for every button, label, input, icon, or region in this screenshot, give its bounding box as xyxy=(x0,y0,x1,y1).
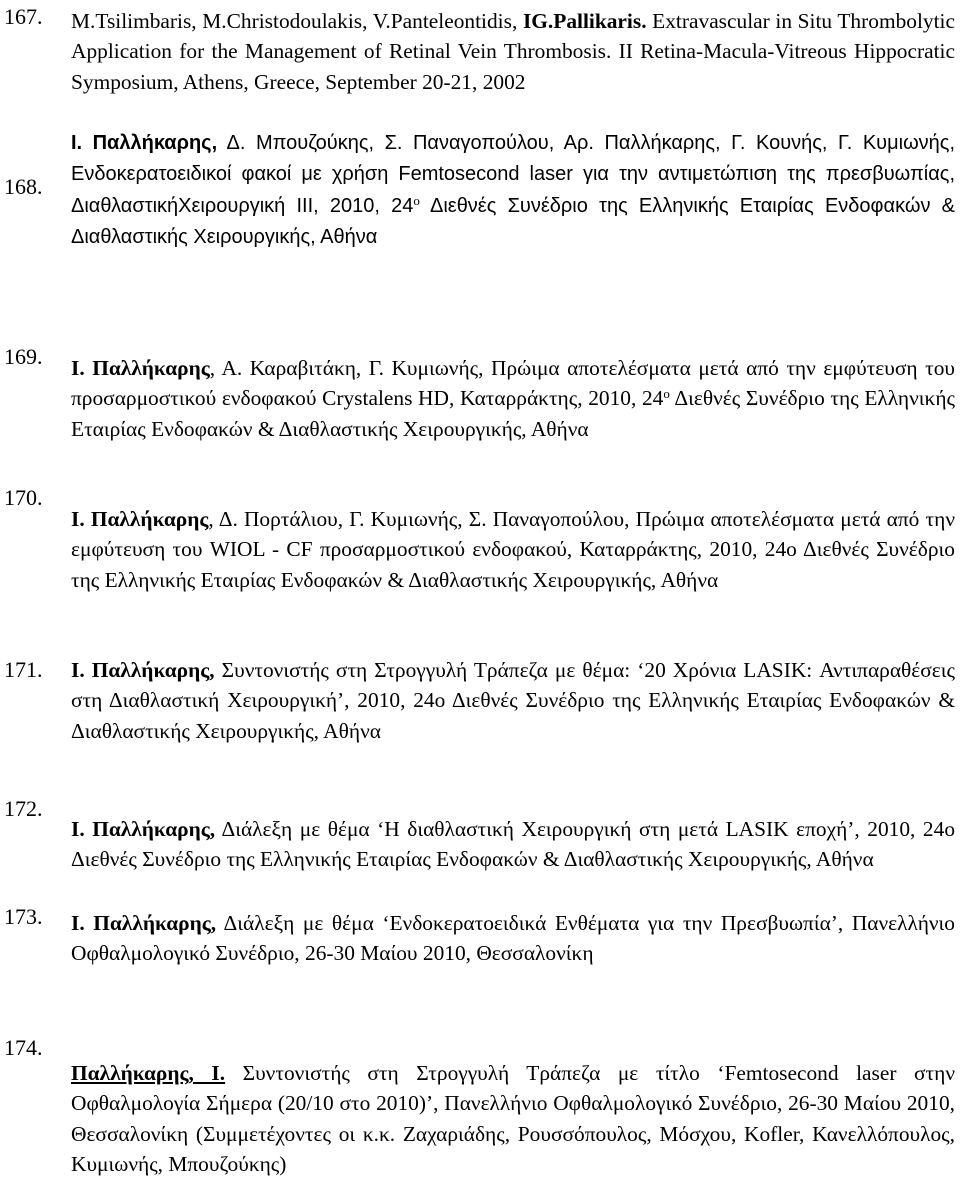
ordinal-sup: ο xyxy=(413,192,420,208)
entry-number: 172. xyxy=(4,796,43,821)
entry-text: Extravascular in Situ Thrombolytic Application for the Management of Retinal Vein Thrombosis. II Retina-Macula-Vitreous Hippocratic Symposium, Athens, Greece, September 20-21, 2002 xyxy=(71,9,955,94)
entry-number: 174. xyxy=(4,1035,43,1060)
entry-text: Γ. Κυμιωνής, Ενδοκερατοειδικοί φακοί με χρήση Femtosecond laser για την αντιμετώπιση της πρεσβυωπίας, ΔιαθλαστικήΧειρουργική ΙΙΙ, 2010, 24 xyxy=(71,132,956,217)
entry-author-bold: Παλλήκαρης, Ι. xyxy=(71,1061,226,1085)
entry-text: Διεθνές Συνέδριο της Ελληνικής Εταιρίας Ενδοφακών & Διαθλαστικής Χειρουργικής, Αθήνα xyxy=(71,194,955,248)
entry-author-bold: Ι. Παλλήκαρης xyxy=(71,356,210,380)
entry-author-bold: Ι. Παλλήκαρης xyxy=(71,507,209,531)
publication-entry xyxy=(71,6,955,97)
entry-text: Διάλεξη με θέμα ‘Η διαθλαστική Χειρουργική στη μετά LASIK εποχή’, 2010, 24ο Διεθνές Συνέδριο της Ελληνικής Εταιρίας Ενδοφακών & Διαθλαστικής Χειρουργικής, Αθήνα xyxy=(71,817,956,872)
entry-text: Διεθνές Συνέδριο της Ελληνικής Εταιρίας Ενδοφακών & Διαθλαστικής Χειρουργικής, Αθήνα xyxy=(71,386,955,441)
entry-text: Συντονιστής στη Στρογγυλή Τράπεζα με θέμα: ‘20 Χρόνια LASIK: Αντιπαραθέσεις στη Διαθλαστική Χειρουργική’, 2010, 24ο Διεθνές Συνέδριο της Ελληνικής Εταιρίας Ενδοφακών & Διαθλαστικής Χειρουργικής, Αθήνα xyxy=(71,658,955,743)
entry-text: , Δ. Πορτάλιου, Γ. Κυμιωνής, Σ. Παναγοπούλου, Πρώιμα αποτελέσματα μετά από την εμφύτευση του WIOL - CF προσαρμοστικού ενδοφακού, Καταρράκτης, 2010, 24ο Διεθνές Συνέδριο της Ελληνικής Εταιρίας Ενδοφακών & Διαθλαστικής Χειρουργικής, Αθήνα xyxy=(71,507,955,592)
entry-author-bold: Ι. Παλλήκαρης, xyxy=(71,132,218,154)
entry-number: 173. xyxy=(4,904,43,929)
entry-number: 171. xyxy=(4,657,43,682)
publication-entry xyxy=(71,127,955,252)
entry-author-bold: IG.Pallikaris. xyxy=(522,9,647,33)
publication-entry xyxy=(71,908,955,969)
publication-entry xyxy=(71,1058,955,1179)
entry-authors: Δ. Μπουζούκης, Σ. Παναγοπούλου, Αρ. Παλλήκαρης, Γ. Κουνής, xyxy=(217,132,828,154)
entry-text: Συντονιστής στη Στρογγυλή Τράπεζα με τίτλο ‘Femtosecond laser στην Οφθαλμολογία Σήμερα (20/10 στο 2010)’, Πανελλήνιο Οφθαλμολογικό Συνέδριο, 26-30 Μαίου 2010, Θεσσαλονίκη (Συμμετέχοντες οι κ.κ. Ζαχαριάδης, Ρουσσόπουλος, Μόσχου, Kofler, Κανελλόπουλος, Κυμιωνής, Μπουζούκης) xyxy=(71,1061,955,1176)
entry-text: , Α. Καραβιτάκη, Γ. Κυμιωνής, Πρώιμα αποτελέσματα μετά από την εμφύτευση του προσαρμοστικού ενδοφακού Crystalens HD, Καταρράκτης, 2010, 24 xyxy=(71,356,955,411)
entry-number: 167. xyxy=(4,4,43,29)
entry-author-bold: Ι. Παλλήκαρης, xyxy=(71,911,217,935)
ordinal-sup: ο xyxy=(663,386,670,402)
entry-number: 169. xyxy=(4,344,43,369)
publication-entry xyxy=(71,353,955,444)
entry-author-bold: Ι. Παλλήκαρης, xyxy=(71,658,215,682)
entry-number: 168. xyxy=(4,174,43,199)
publication-entry xyxy=(71,814,955,875)
publication-entry xyxy=(71,655,955,746)
entry-authors: M.Tsilimbaris, M.Christodoulakis, V.Panteleontidis, xyxy=(71,9,523,33)
publication-entry xyxy=(71,504,955,595)
entry-author-bold: Ι. Παλλήκαρης, xyxy=(71,817,216,841)
entry-number: 170. xyxy=(4,485,43,510)
entry-text: Διάλεξη με θέμα ‘Ενδοκερατοειδικά Ενθέματα για την Πρεσβυωπία’, Πανελλήνιο Οφθαλμολογικό Συνέδριο, 26-30 Μαίου 2010, Θεσσαλονίκη xyxy=(71,911,955,966)
